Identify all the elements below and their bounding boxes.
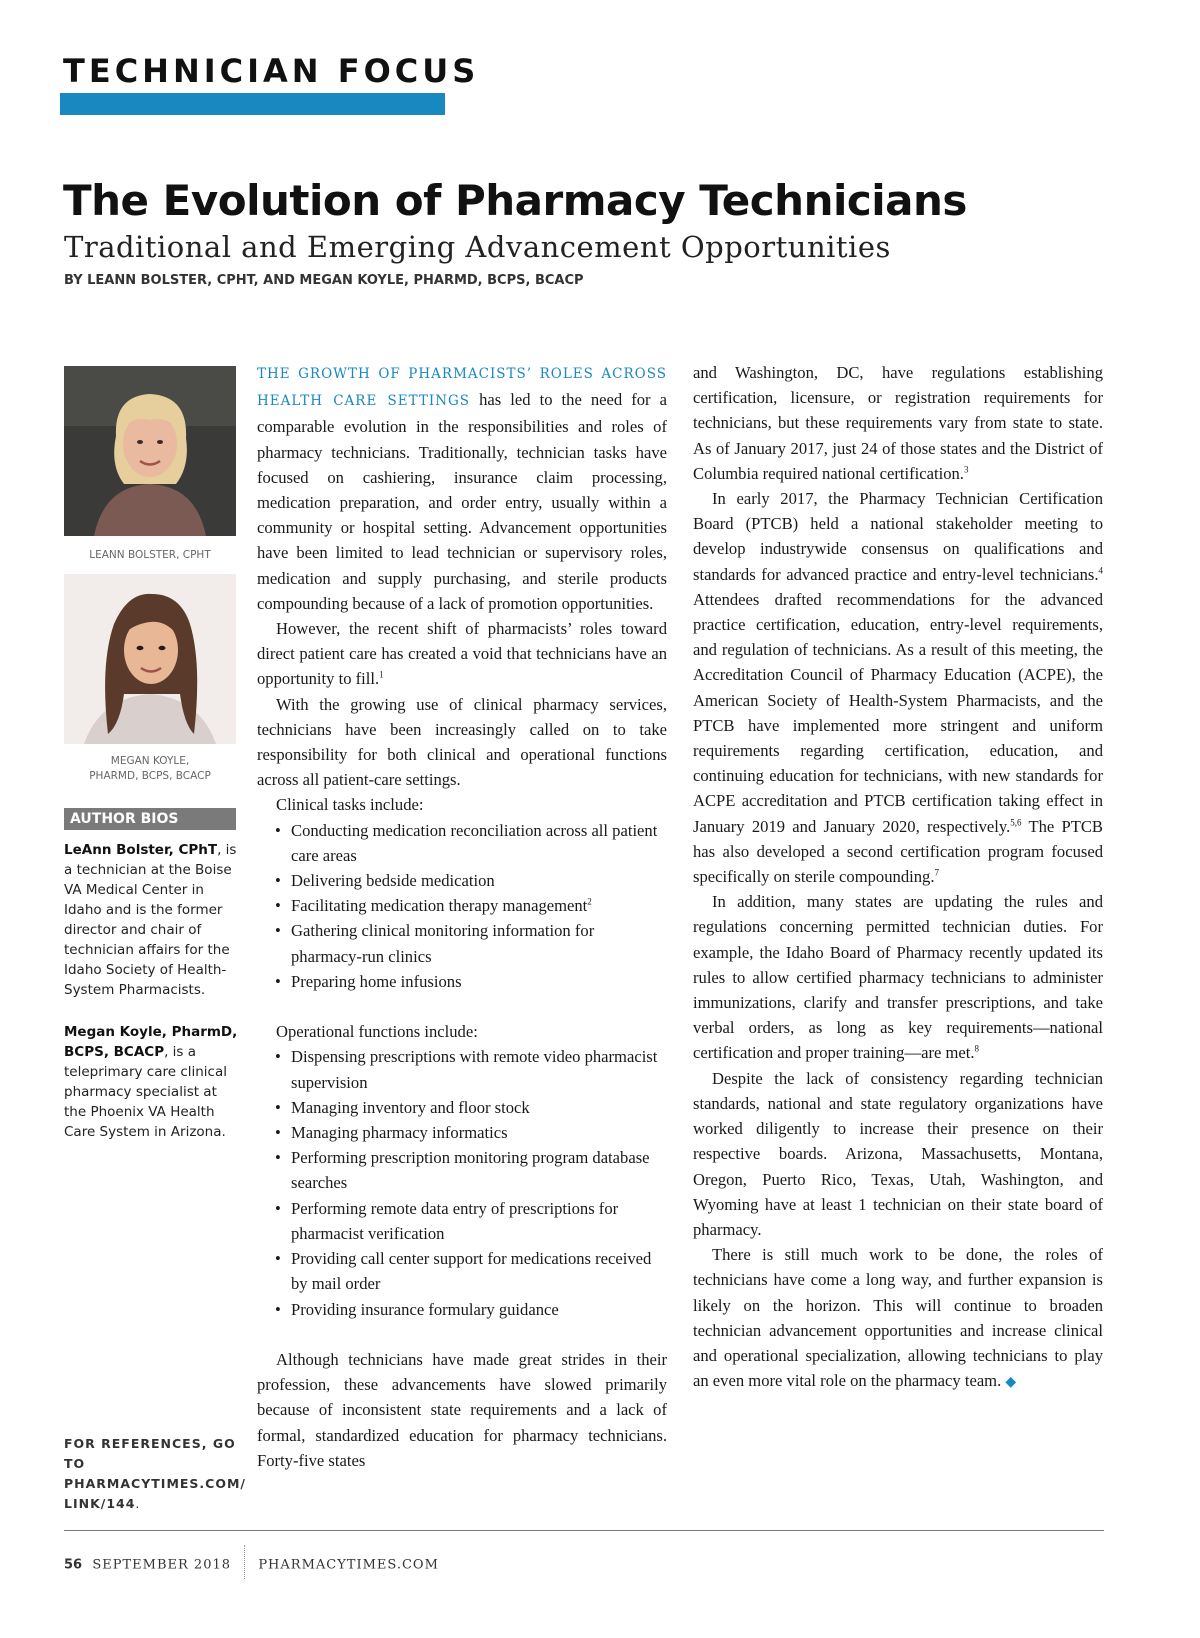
paragraph-2: However, the recent shift of pharmacists’ roles toward direct patient care has created a void that technicians have an opportunity to fill.$^1$ (257, 619, 667, 689)
author-photo-leann-bolster (64, 366, 236, 536)
photo2-caption: MEGAN KOYLE, PHARMD, BCPS, BCACP (89, 755, 211, 782)
byline: BY LEANN BOLSTER, CPHT, AND MEGAN KOYLE, PHARMD, BCPS, BCACP (64, 273, 584, 288)
clinical-tasks-list (257, 818, 667, 994)
operational-functions-list (257, 1044, 667, 1321)
footer-site: PHARMACYTIMES.COM (258, 1557, 439, 1573)
list-item: • Providing call center support for medications received by mail order (257, 1246, 667, 1296)
list-item: • Managing pharmacy informatics (257, 1120, 667, 1145)
photo1-caption: LEANN BOLSTER, CPHT (89, 549, 211, 561)
list-item: • Facilitating medication therapy management$^2$ (257, 893, 667, 918)
operational-heading: Operational functions include: (276, 1022, 478, 1042)
list-item: • Preparing home infusions (257, 969, 667, 994)
list-item: • Performing remote data entry of prescriptions for pharmacist verification (257, 1196, 667, 1246)
paragraph-1: THE GROWTH OF PHARMACISTS’ ROLES ACROSS HEALTH CARE SETTINGS has led to the need for a comparable evolution in the responsibilities and roles of pharmacy technicians. Traditionally, technician tasks have focused on cashiering, insurance claim processing, medication preparation, and order entry, usually within a community or hospital setting. Advancement opportunities have been limited to lead technician or supervisory roles, medication and supply purchasing, and sterile products compounding because of a lack of promotion opportunities. (257, 366, 667, 613)
list-item: • Managing inventory and floor stock (257, 1095, 667, 1120)
page-number: 56 (64, 1557, 83, 1573)
article-title: The Evolution of Pharmacy Technicians (63, 176, 967, 225)
list-item: • Conducting medication reconciliation across all patient care areas (257, 818, 667, 868)
paragraph-8: Despite the lack of consistency regarding technician standards, national and state regulatory organizations have worked diligently to increase their presence on their respective boards. Arizona, Massachusetts, Montana, Oregon, Puerto Rico, Texas, Utah, Washington, and Wyoming have at least 1 technician on their state board of pharmacy. (693, 1068, 1103, 1239)
paragraph-4: Although technicians have made great strides in their profession, these advancements have slowed primarily because of inconsistent state requirements and a lack of formal, standardized education for pharmacy technicians. Forty-five states (257, 1349, 667, 1470)
issue-date: SEPTEMBER 2018 (92, 1557, 232, 1573)
section-label: TECHNICIAN FOCUS (63, 52, 480, 90)
lead-in: THE GROWTH OF PHARMACISTS’ ROLES ACROSS HEALTH CARE SETTINGS (257, 366, 667, 410)
body-column-2 (693, 360, 1103, 1395)
article-subtitle: Traditional and Emerging Advancement Opportunities (64, 230, 891, 264)
paragraph-3: With the growing use of clinical pharmacy services, technicians have been increasingly called on to take responsibility for both clinical and operational functions across all patient-care settings. (257, 694, 667, 790)
footer-separator (244, 1545, 245, 1579)
bio-leann-bolster: LeAnn Bolster, CPhT, is a technician at the Boise VA Medical Center in Idaho and is the former director and chair of technician affairs for the Idaho Society of Health-System Pharmacists. (64, 842, 237, 998)
list-item: • Performing prescription monitoring program database searches (257, 1145, 667, 1195)
section-bar (60, 93, 445, 115)
list-item: • Gathering clinical monitoring information for pharmacy-run clinics (257, 918, 667, 968)
paragraph-7: In addition, many states are updating the rules and regulations concerning permitted technician duties. For example, the Idaho Board of Pharmacy recently updated its rules to allow certified pharmacy technicians to administer immunizations, clarify and transfer prescriptions, and take verbal orders, as long as key requirements—national certification and proper training—are met.$^8$ (693, 892, 1103, 1063)
bio-megan-koyle: Megan Koyle, PharmD, BCPS, BCACP, is a teleprimary care clinical pharmacy specialist at the Phoenix VA Health Care System in Arizona. (64, 1024, 238, 1140)
list-item: • Delivering bedside medication (257, 868, 667, 893)
footer (64, 1548, 439, 1582)
author-photo-megan-koyle (64, 574, 236, 744)
paragraph-6: In early 2017, the Pharmacy Technician Certification Board (PTCB) held a national stakeholder meeting to develop industrywide consensus on qualifications and standards for advanced practice and entry-level technicians.$^4$ Attendees drafted recommendations for the advanced practice certification, education, entry-level requirements, and regulation of technicians. As a result of this meeting, the Accreditation Council of Pharmacy Education (ACPE), the American Society of Health-System Pharmacists, and the PTCB have implemented more stringent and uniform requirements regarding certification, education, and continuing education for technicians, with new standards for ACPE accreditation and PTCB certification taking effect in January 2019 and January 2020, respectively.$^{5,6}$ The PTCB has also developed a second certification program focused specifically on sterile compounding.$^7$ (693, 489, 1104, 887)
list-item: • Dispensing prescriptions with remote video pharmacist supervision (257, 1044, 667, 1094)
clinical-heading: Clinical tasks include: (276, 795, 424, 815)
footer-rule (64, 1530, 1104, 1531)
author-bios-heading: AUTHOR BIOS (64, 808, 236, 830)
end-mark-icon: ◆ (1005, 1375, 1017, 1391)
list-item: • Providing insurance formulary guidance (257, 1297, 667, 1322)
paragraph-9: There is still much work to be done, the roles of technicians have come a long way, and further expansion is likely on the horizon. This will continue to broaden technician advancement opportunities and increase clinical and operational specialization, allowing technicians to play an even more vital role on the pharmacy team. ◆ (693, 1245, 1103, 1391)
references-note: FOR REFERENCES, GO TO PHARMACYTIMES.COM/ LINK/144. (64, 1436, 246, 1511)
paragraph-5: and Washington, DC, have regulations establishing certification, licensure, or registration requirements for technicians, but these requirements vary from state to state. As of January 2017, just 24 of those states and the District of Columbia required national certification.$^3$ (693, 363, 1103, 483)
body-column-1 (257, 360, 667, 1473)
